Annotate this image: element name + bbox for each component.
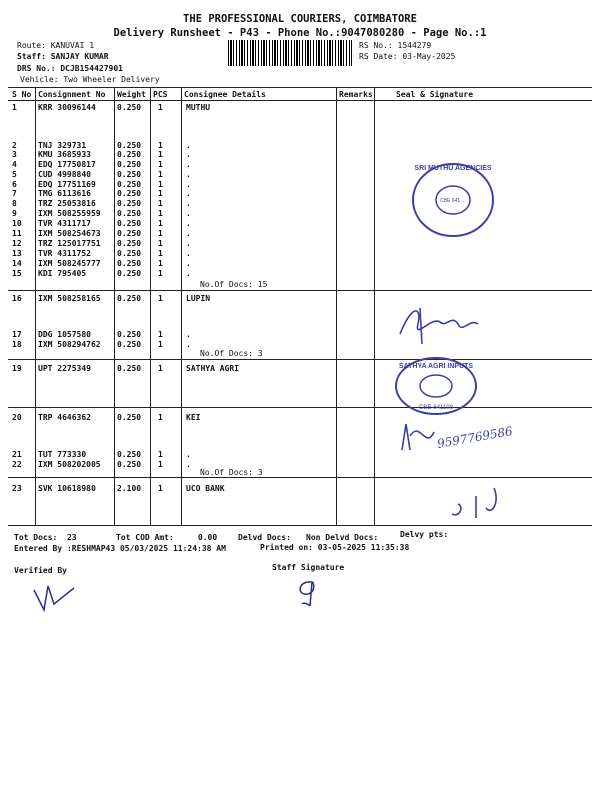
row-consignment-no: IXM 508255959 xyxy=(38,209,101,218)
row-pcs: 1 xyxy=(158,330,163,339)
row-consignee-details: . xyxy=(186,141,191,150)
row-consignee-details: . xyxy=(186,199,191,208)
row-pcs: 1 xyxy=(158,209,163,218)
row-consignee-details: LUPIN xyxy=(186,294,211,303)
drs-number: DRS No.: DCJB154427901 xyxy=(17,64,123,73)
row-consignment-no: IXM 508254673 xyxy=(38,229,101,238)
row-weight: 0.250 xyxy=(117,209,142,218)
group-count-1: No.Of Docs: 15 xyxy=(200,280,268,289)
row-pcs: 1 xyxy=(158,413,163,422)
row-weight: 0.250 xyxy=(117,294,142,303)
total-cod-amount: Tot COD Amt: 0.00 xyxy=(116,533,218,542)
row-consignee-details: . xyxy=(186,330,191,339)
group-count-3: No.Of Docs: 3 xyxy=(200,468,263,477)
row-consignment-no: TUT 773330 xyxy=(38,450,87,459)
row-sno: 5 xyxy=(12,170,17,179)
row-pcs: 1 xyxy=(158,219,163,228)
verifier-signature xyxy=(30,580,80,614)
row-weight: 0.250 xyxy=(117,170,142,179)
row-sno: 2 xyxy=(12,141,17,150)
row-sno: 6 xyxy=(12,180,17,189)
stamp-text-outer: SATHYA AGRI INPUTS xyxy=(398,363,474,370)
row-pcs: 1 xyxy=(158,460,163,469)
row-pcs: 1 xyxy=(158,364,163,373)
row-consignee-details: . xyxy=(186,209,191,218)
row-sno: 16 xyxy=(12,294,22,303)
row-consignment-no: TRZ 125017751 xyxy=(38,239,101,248)
row-consignment-no: CUD 4998840 xyxy=(38,170,91,179)
row-pcs: 1 xyxy=(158,249,163,258)
row-consignee-details: . xyxy=(186,340,191,349)
delivered-docs: Delvd Docs: xyxy=(238,533,291,542)
row-consignment-no: KRR 30096144 xyxy=(38,103,96,112)
row-consignee-details: . xyxy=(186,170,191,179)
col-consignment: Consignment No xyxy=(38,90,106,99)
col-seal-signature: Seal & Signature xyxy=(396,90,474,99)
row-consignment-no: SVK 10618980 xyxy=(38,484,96,493)
row-weight: 0.250 xyxy=(117,249,142,258)
row-weight: 0.250 xyxy=(117,259,142,268)
row-weight: 0.250 xyxy=(117,330,142,339)
row-sno: 17 xyxy=(12,330,22,339)
row-sno: 18 xyxy=(12,340,22,349)
col-consignee: Consignee Details xyxy=(184,90,266,99)
row-pcs: 1 xyxy=(158,269,163,278)
row-consignment-no: TVR 4311752 xyxy=(38,249,91,258)
row-weight: 0.250 xyxy=(117,103,142,112)
row-sno: 8 xyxy=(12,199,17,208)
row-sno: 19 xyxy=(12,364,22,373)
row-consignment-no: DDG 1057580 xyxy=(38,330,91,339)
row-consignment-no: IXM 508202005 xyxy=(38,460,101,469)
col-sno: S No xyxy=(12,90,32,99)
col-remarks: Remarks xyxy=(339,90,373,99)
row-consignment-no: TMG 6113616 xyxy=(38,189,91,198)
row-sno: 3 xyxy=(12,150,17,159)
row-sno: 4 xyxy=(12,160,17,169)
handwritten-phone: 9597769586 xyxy=(436,423,514,451)
row-weight: 0.250 xyxy=(117,141,142,150)
row-sno: 22 xyxy=(12,460,22,469)
row-pcs: 1 xyxy=(158,170,163,179)
row-consignee-details: . xyxy=(186,229,191,238)
row-consignee-details: . xyxy=(186,259,191,268)
row-weight: 0.250 xyxy=(117,364,142,373)
non-delivered-docs: Non Delvd Docs: xyxy=(306,533,379,542)
row-pcs: 1 xyxy=(158,150,163,159)
row-weight: 0.250 xyxy=(117,450,142,459)
row-sno: 10 xyxy=(12,219,22,228)
row-weight: 0.250 xyxy=(117,189,142,198)
route-label: Route: KANUVAI 1 xyxy=(17,41,95,50)
row-sno: 9 xyxy=(12,209,17,218)
staff-label: Staff: SANJAY KUMAR xyxy=(17,52,109,61)
row-pcs: 1 xyxy=(158,229,163,238)
sathya-agri-stamp xyxy=(392,355,482,417)
row-consignee-details: . xyxy=(186,450,191,459)
row-weight: 0.250 xyxy=(117,160,142,169)
row-consignee-details: . xyxy=(186,180,191,189)
row-consignment-no: TNJ 329731 xyxy=(38,141,87,150)
row-weight: 0.250 xyxy=(117,219,142,228)
uco-bank-signature xyxy=(430,478,520,528)
row-pcs: 1 xyxy=(158,160,163,169)
row-sno: 13 xyxy=(12,249,22,258)
company-title: THE PROFESSIONAL COURIERS, COIMBATORE xyxy=(183,13,417,25)
col-pcs: PCS xyxy=(153,90,168,99)
staff-signature-label: Staff Signature xyxy=(272,563,345,572)
row-consignee-details: . xyxy=(186,219,191,228)
row-consignment-no: KMU 3685933 xyxy=(38,150,91,159)
row-consignee-details: SATHYA AGRI xyxy=(186,364,239,373)
row-consignee-details: . xyxy=(186,249,191,258)
delivery-points: Delvy pts: xyxy=(400,530,449,539)
runsheet-subtitle: Delivery Runsheet - P43 - Phone No.:9047080280 - Page No.:1 xyxy=(113,27,487,39)
group-count-2: No.Of Docs: 3 xyxy=(200,349,263,358)
stamp-text-center: CBE 641 ... xyxy=(440,198,466,204)
muthu-agencies-stamp xyxy=(408,160,498,240)
row-consignment-no: EDQ 17750817 xyxy=(38,160,96,169)
row-sno: 20 xyxy=(12,413,22,422)
row-pcs: 1 xyxy=(158,199,163,208)
stamp-text-center: CBE-641108 xyxy=(419,405,453,411)
staff-signature xyxy=(290,576,330,608)
kei-signature xyxy=(396,410,526,470)
row-consignee-details: . xyxy=(186,239,191,248)
row-sno: 21 xyxy=(12,450,22,459)
row-weight: 0.250 xyxy=(117,340,142,349)
row-pcs: 1 xyxy=(158,103,163,112)
row-consignee-details: . xyxy=(186,269,191,278)
rs-date: RS Date: 03-May-2025 xyxy=(359,52,456,61)
verified-by-label: Verified By xyxy=(14,566,67,575)
row-consignee-details: MUTHU xyxy=(186,103,211,112)
row-sno: 1 xyxy=(12,103,17,112)
row-weight: 0.250 xyxy=(117,239,142,248)
row-consignment-no: IXM 508258165 xyxy=(38,294,101,303)
row-weight: 0.250 xyxy=(117,199,142,208)
row-consignee-details: . xyxy=(186,460,191,469)
row-consignee-details: . xyxy=(186,160,191,169)
row-sno: 15 xyxy=(12,269,22,278)
row-weight: 0.250 xyxy=(117,413,142,422)
row-pcs: 1 xyxy=(158,340,163,349)
row-pcs: 1 xyxy=(158,180,163,189)
row-consignment-no: TRP 4646362 xyxy=(38,413,91,422)
rs-number: RS No.: 1544279 xyxy=(359,41,432,50)
total-docs: Tot Docs: 23 xyxy=(14,533,77,542)
row-pcs: 1 xyxy=(158,294,163,303)
entered-by: Entered By :RESHMAP43 05/03/2025 11:24:38 AM xyxy=(14,544,226,553)
row-pcs: 1 xyxy=(158,239,163,248)
row-sno: 12 xyxy=(12,239,22,248)
vehicle-label: Vehicle: Two Wheeler Delivery xyxy=(20,75,160,84)
row-pcs: 1 xyxy=(158,189,163,198)
row-sno: 11 xyxy=(12,229,22,238)
row-pcs: 1 xyxy=(158,484,163,493)
row-consignment-no: UPT 2275349 xyxy=(38,364,91,373)
row-weight: 0.250 xyxy=(117,180,142,189)
row-pcs: 1 xyxy=(158,141,163,150)
barcode xyxy=(228,40,352,66)
row-sno: 7 xyxy=(12,189,17,198)
row-consignment-no: TRZ 25053816 xyxy=(38,199,96,208)
row-consignment-no: IXM 508245777 xyxy=(38,259,101,268)
stamp-text-outer: SRI MUTHU AGENCIES xyxy=(414,165,492,172)
row-weight: 0.250 xyxy=(117,229,142,238)
row-sno: 23 xyxy=(12,484,22,493)
printed-on: Printed on: 03-05-2025 11:35:38 xyxy=(260,543,410,552)
row-consignment-no: EDQ 17751169 xyxy=(38,180,96,189)
row-consignee-details: . xyxy=(186,189,191,198)
col-weight: Weight xyxy=(117,90,146,99)
row-pcs: 1 xyxy=(158,259,163,268)
row-consignment-no: IXM 508294762 xyxy=(38,340,101,349)
row-consignee-details: . xyxy=(186,150,191,159)
row-weight: 0.250 xyxy=(117,150,142,159)
row-consignment-no: TVR 4311717 xyxy=(38,219,91,228)
row-pcs: 1 xyxy=(158,450,163,459)
row-consignee-details: UCO BANK xyxy=(186,484,225,493)
row-consignment-no: KDI 795405 xyxy=(38,269,87,278)
row-consignee-details: KEI xyxy=(186,413,201,422)
row-weight: 0.250 xyxy=(117,460,142,469)
row-weight: 0.250 xyxy=(117,269,142,278)
lupin-signature xyxy=(392,294,502,354)
row-weight: 2.100 xyxy=(117,484,142,493)
row-sno: 14 xyxy=(12,259,22,268)
